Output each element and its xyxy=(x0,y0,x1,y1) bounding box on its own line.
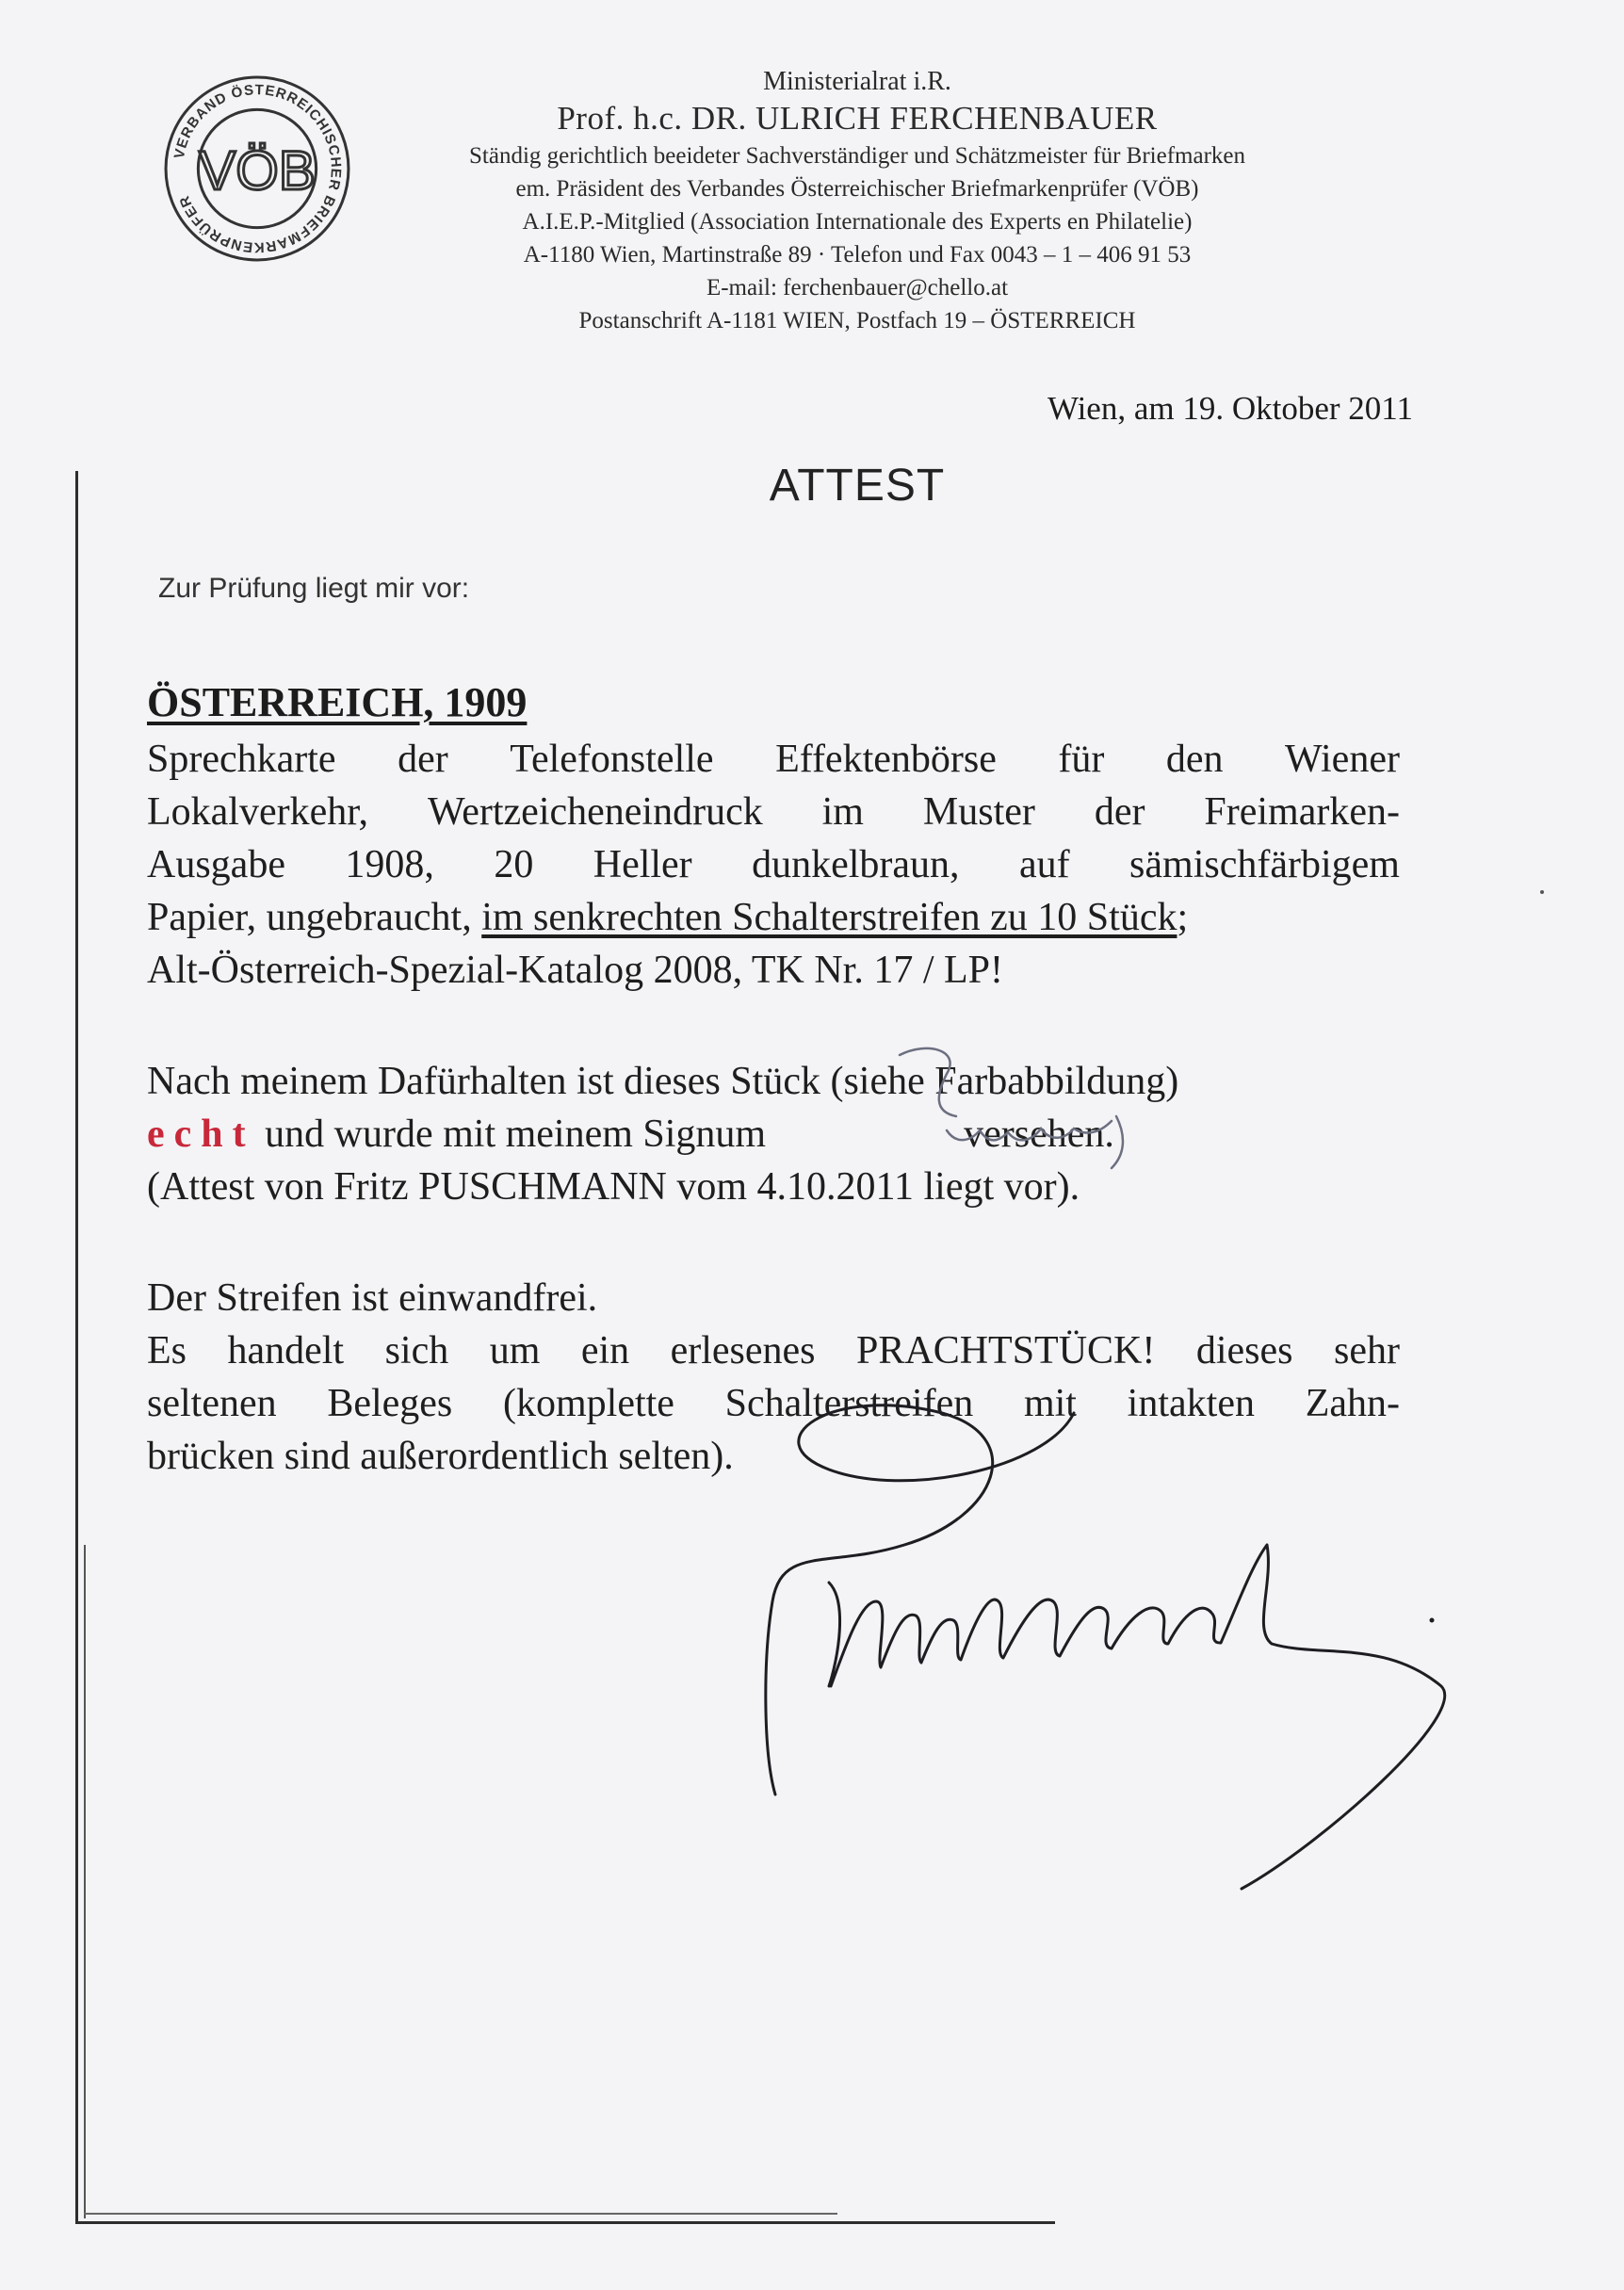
conclusion-line: seltenen Beleges (komplette Schalterstreifen mit intakten Zahn- xyxy=(147,1382,1400,1425)
description-line: Papier, ungebraucht, im senkrechten Schalterstreifen zu 10 Stück; xyxy=(147,896,1189,939)
letterhead-line: Ständig gerichtlich beeideter Sachverständiger und Schätzmeister für Briefmarken xyxy=(469,143,1245,169)
letterhead-postal: Postanschrift A-1181 WIEN, Postfach 19 – ÖSTERREICH xyxy=(578,308,1136,333)
document-date: Wien, am 19. Oktober 2011 xyxy=(1047,390,1413,427)
catalog-reference: Alt-Österreich-Spezial-Katalog 2008, TK Nr. 17 / LP! xyxy=(147,949,1004,992)
svg-text:VÖB: VÖB xyxy=(199,140,316,203)
opinion-line: (Attest von Fritz PUSCHMANN vom 4.10.2011 liegt vor). xyxy=(147,1165,1080,1209)
letterhead xyxy=(311,66,1404,337)
intro-text: Zur Prüfung liegt mir vor: xyxy=(158,573,470,604)
opinion-line: echt und wurde mit meinem Signum versehen. xyxy=(147,1113,1114,1156)
frame-bottom-inner-border xyxy=(84,2213,837,2215)
ink-dot-icon xyxy=(1540,890,1544,894)
description-line: Sprechkarte der Telefonstelle Effektenbörse für den Wiener xyxy=(147,738,1400,781)
page-title: ATTEST xyxy=(769,461,946,511)
letterhead-line: A.I.E.P.-Mitglied (Association Internationale des Experts en Philatelie) xyxy=(522,209,1193,235)
item-heading: ÖSTERREICH, 1909 xyxy=(147,679,528,725)
conclusion-line: Der Streifen ist einwandfrei. xyxy=(147,1276,598,1320)
letterhead-line: em. Präsident des Verbandes Österreichischer Briefmarkenprüfer (VÖB) xyxy=(515,176,1199,202)
frame-left-inner-border xyxy=(84,1545,86,2218)
description-line: Ausgabe 1908, 20 Heller dunkelbraun, auf sämischfärbigem xyxy=(147,843,1400,886)
conclusion-line: brücken sind außerordentlich selten). xyxy=(147,1435,734,1478)
frame-left-border xyxy=(75,471,78,2223)
letterhead-rank: Ministerialrat i.R. xyxy=(763,67,951,96)
description-line: Lokalverkehr, Wertzeicheneindruck im Muster der Freimarken- xyxy=(147,790,1400,834)
letterhead-email: E-mail: ferchenbauer@chello.at xyxy=(706,275,1009,300)
letterhead-name: Prof. h.c. DR. ULRICH FERCHENBAUER xyxy=(557,100,1158,137)
ink-dot-icon xyxy=(1430,1618,1435,1623)
conclusion-line: Es handelt sich um ein erlesenes PRACHTSTÜCK! dieses sehr xyxy=(147,1329,1400,1372)
conclusion xyxy=(147,1272,1400,1483)
expert-opinion xyxy=(147,1055,1400,1213)
genuine-mark: echt xyxy=(147,1113,255,1156)
svg-text:VERBAND ÖSTERREICHISCHER BRIEF: VERBAND ÖSTERREICHISCHER BRIEFMARKENPRÜFER xyxy=(171,82,344,255)
description-underlined: im senkrechten Schalterstreifen zu 10 Stück xyxy=(481,896,1177,939)
frame-bottom-border xyxy=(75,2221,1055,2224)
item-description xyxy=(147,733,1400,997)
opinion-line: Nach meinem Dafürhalten ist dieses Stück (siehe Farbabbildung) xyxy=(147,1060,1179,1103)
letterhead-address: A-1180 Wien, Martinstraße 89 · Telefon und Fax 0043 – 1 – 406 91 53 xyxy=(523,242,1192,268)
